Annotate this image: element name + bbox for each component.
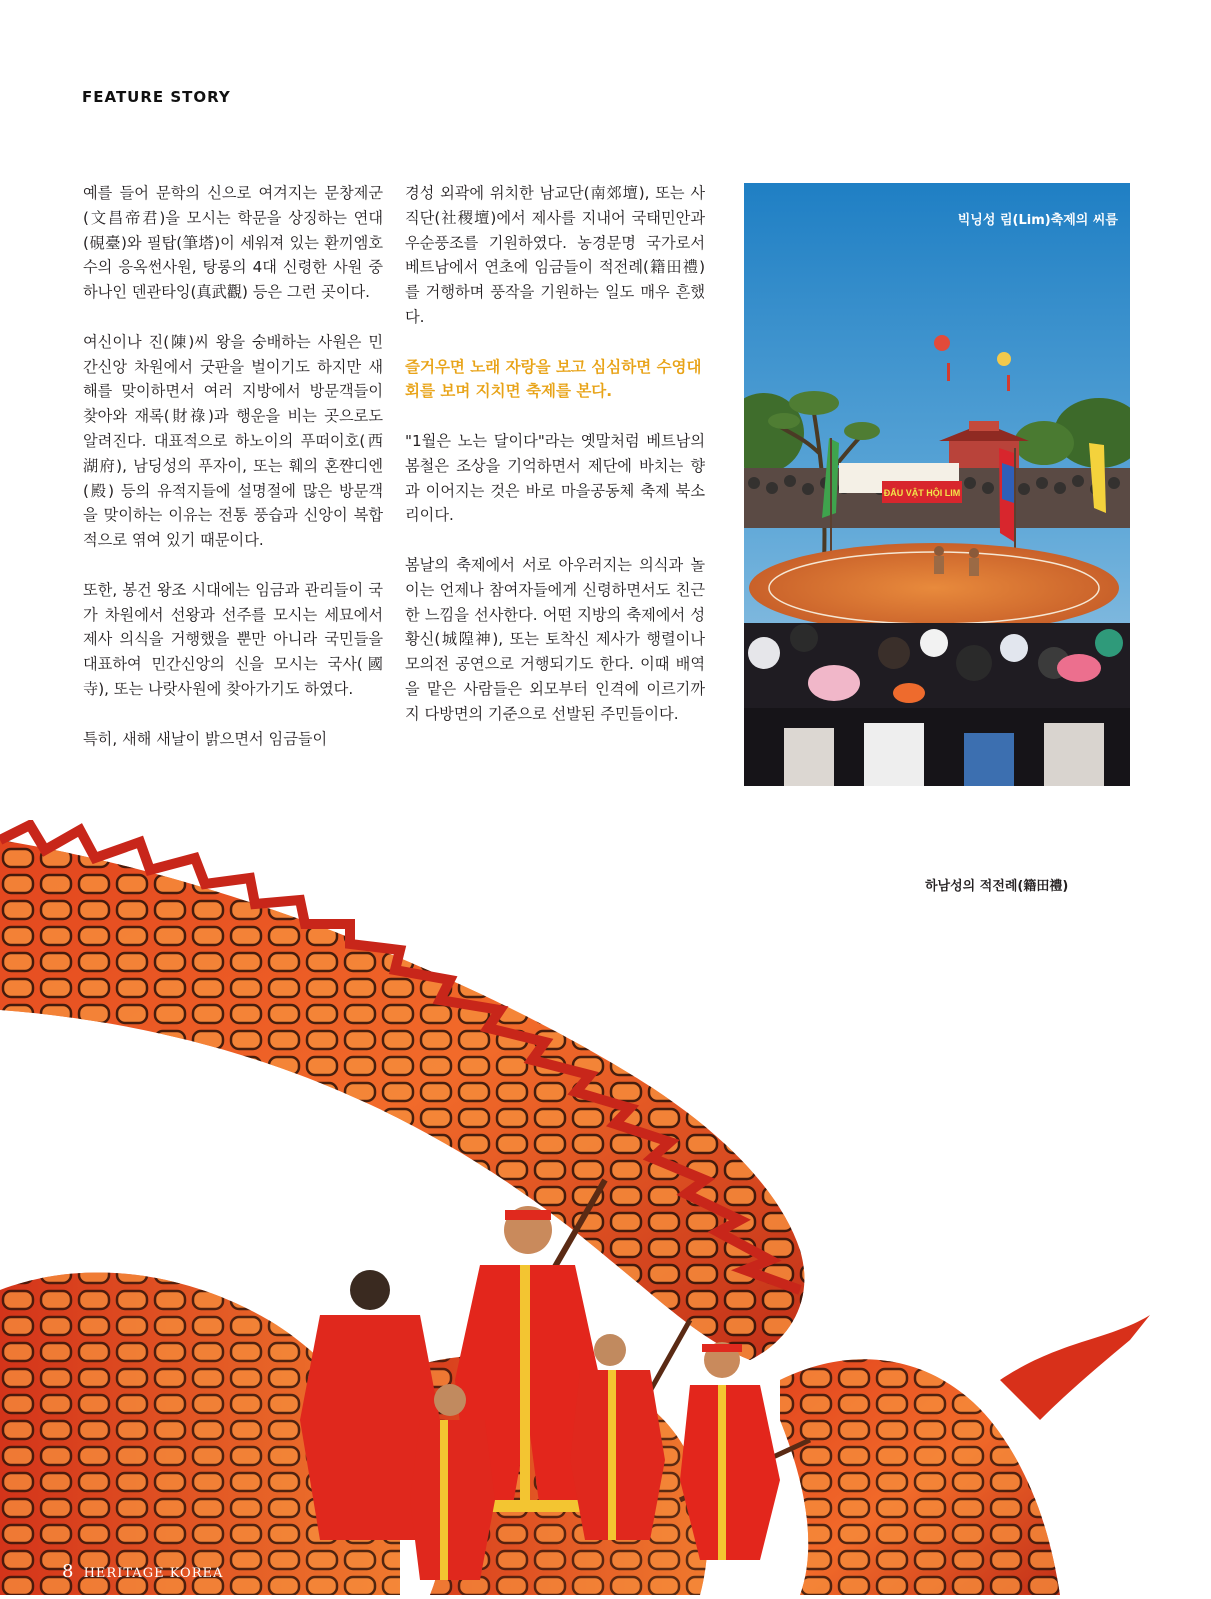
photo-caption: 빅닝성 림(Lim)축제의 씨름	[957, 213, 1118, 228]
magazine-name: HERITAGE KOREA	[83, 1566, 224, 1581]
banner-text: ĐẤU VẬT HỘI LIM	[883, 488, 961, 498]
paragraph: 여신이나 진(陳)씨 왕을 숭배하는 사원은 민간신앙 차원에서 굿판을 벌이기도 하지만 새해를 맞이하면서 여러 지방에서 방문객들이 찾아와 재록(財祿)과 행운을 비는 곳으로도 알려진다. 대표적으로 하노이의 푸떠이호(西湖府), 남딩성의 푸자이, 또는 훼의 혼쨘디엔(殿) 등의 유적지들에 설명절에 많은 방문객을 맞이하는 이유는 전통 풍습과 신앙이 복합적으로 엮여 있기 때문이다.	[83, 332, 383, 550]
photo-caption: 하남성의 적전례(籍田禮)	[925, 879, 1069, 894]
paragraph: 또한, 봉건 왕조 시대에는 임금과 관리들이 국가 차원에서 선왕과 선주를 모시는 세묘에서 제사 의식을 거행했을 뿐만 아니라 국민들을 대표하여 민간신앙의 신을 모시는 국사(國寺), 또는 나랏사원에 찾아가기도 하였다.	[83, 580, 383, 698]
paragraph: "1월은 노는 달이다"라는 옛말처럼 베트남의 봄철은 조상을 기억하면서 제단에 바치는 향과 이어지는 것은 바로 마을공동체 축제 북소리이다.	[405, 431, 705, 525]
pull-quote: 즐거우면 노래 자랑을 보고 심심하면 수영대회를 보며 지치면 축제를 본다.	[405, 357, 702, 401]
text-column-middle	[405, 181, 705, 751]
paragraph: 특히, 새해 새날이 밝으면서 임금들이	[83, 729, 328, 748]
dragon-dance-photo	[0, 820, 1211, 1595]
paragraph: 봄날의 축제에서 서로 아우러지는 의식과 놀이는 언제나 참여자들에게 신령하면서도 친근한 느낌을 선사한다. 어떤 지방의 축제에서 성황신(城隍神), 또는 토착신 제사가 행렬이나 모의전 공연으로 거행되기도 한다. 이때 배역을 맡은 사람들은 외모부터 인격에 이르기까지 다방면의 기준으로 선발된 주민들이다.	[405, 555, 705, 723]
page-number: 8	[62, 1561, 75, 1582]
section-label: FEATURE STORY	[82, 88, 231, 106]
wrestling-festival-photo	[744, 183, 1130, 786]
page-footer	[62, 1561, 223, 1582]
text-column-left	[83, 181, 383, 776]
paragraph: 예를 들어 문학의 신으로 여겨지는 문창제군(文昌帝君)을 모시는 학문을 상징하는 연대(硯臺)와 필탑(筆塔)이 세워져 있는 환끼엠호수의 응옥썬사원, 탕롱의 4대 신령한 사원 중 하나인 덴관타잉(真武觀) 등은 그런 곳이다.	[83, 184, 383, 302]
paragraph: 경성 외곽에 위치한 남교단(南郊壇), 또는 사직단(社稷壇)에서 제사를 지내어 국태민안과 우순풍조를 기원하였다. 농경문명 국가로서 베트남에서 연초에 임금들이 적전례(籍田禮)를 거행하며 풍작을 기원하는 일도 매우 흔했다.	[405, 184, 705, 326]
